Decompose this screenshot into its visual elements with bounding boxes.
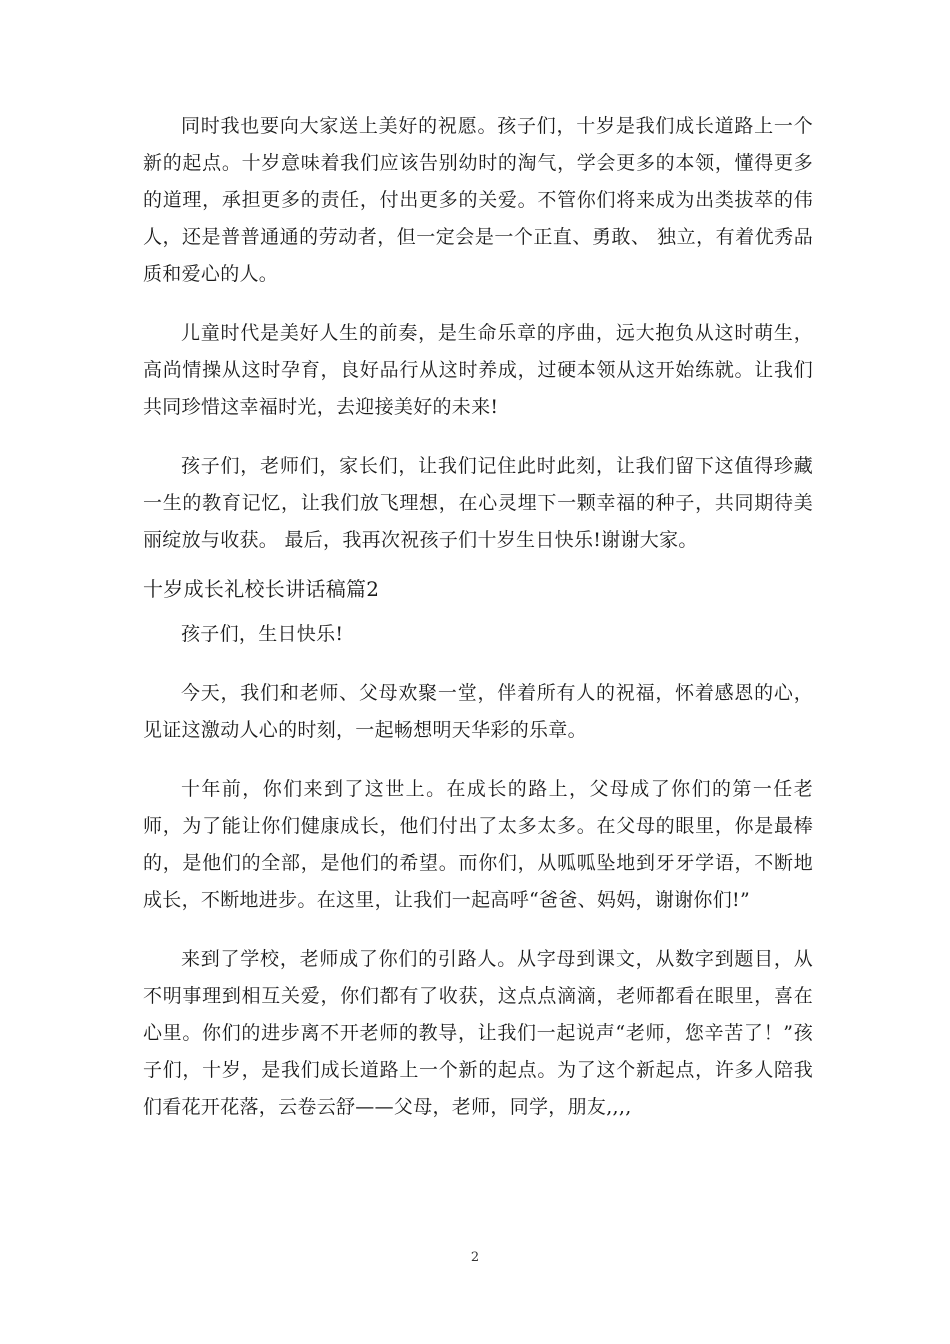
paragraph: 来到了学校，老师成了你们的引路人。从字母到课文，从数字到题目，从不明事理到相互关爱，你们都有了收获，这点点滴滴，老师都看在眼里，喜在心里。你们的进步离不开老师的教导，让我们一起说声“老师，您辛苦了！”孩子们，十岁，是我们成长道路上一个新的起点。为了这个新起点，许多人陪我们看花开花落，云卷云舒——父母，老师，同学，朋友,,,, [143,948,813,1118]
section-heading: 十岁成长礼校长讲话稿篇2 [143,577,380,601]
document-body [143,108,813,1148]
paragraph: 十年前，你们来到了这世上。在成长的路上，父母成了你们的第一任老师，为了能让你们健康成长，他们付出了太多太多。在父母的眼里，你是最棒的，是他们的全部，是他们的希望。而你们，从呱呱坠地到牙牙学语，不断地成长，不断地进步。在这里，让我们一起高呼“爸爸、妈妈，谢谢你们!” [143,778,813,911]
paragraph: 同时我也要向大家送上美好的祝愿。孩子们，十岁是我们成长道路上一个新的起点。十岁意味着我们应该告别幼时的淘气，学会更多的本领，懂得更多的道理，承担更多的责任，付出更多的关爱。不管你们将来成为出类拔萃的伟人，还是普普通通的劳动者，但一定会是一个正直、勇敢、 独立，有着优秀品质和爱心的人。 [143,115,813,285]
page-number: 2 [470,1250,480,1265]
paragraph: 孩子们，生日快乐! [181,623,344,645]
paragraph: 今天，我们和老师、父母欢聚一堂，伴着所有人的祝福，怀着感恩的心，见证这激动人心的时刻，一起畅想明天华彩的乐章。 [143,682,813,741]
paragraph: 儿童时代是美好人生的前奏，是生命乐章的序曲，远大抱负从这时萌生，高尚情操从这时孕育，良好品行从这时养成，过硬本领从这开始练就。让我们共同珍惜这幸福时光，去迎接美好的未来! [143,322,813,418]
paragraph: 孩子们，老师们，家长们，让我们记住此时此刻，让我们留下这值得珍藏一生的教育记忆，让我们放飞理想，在心灵埋下一颗幸福的种子，共同期待美丽绽放与收获。 最后，我再次祝孩子们十岁生日快乐!谢谢大家。 [143,455,813,551]
